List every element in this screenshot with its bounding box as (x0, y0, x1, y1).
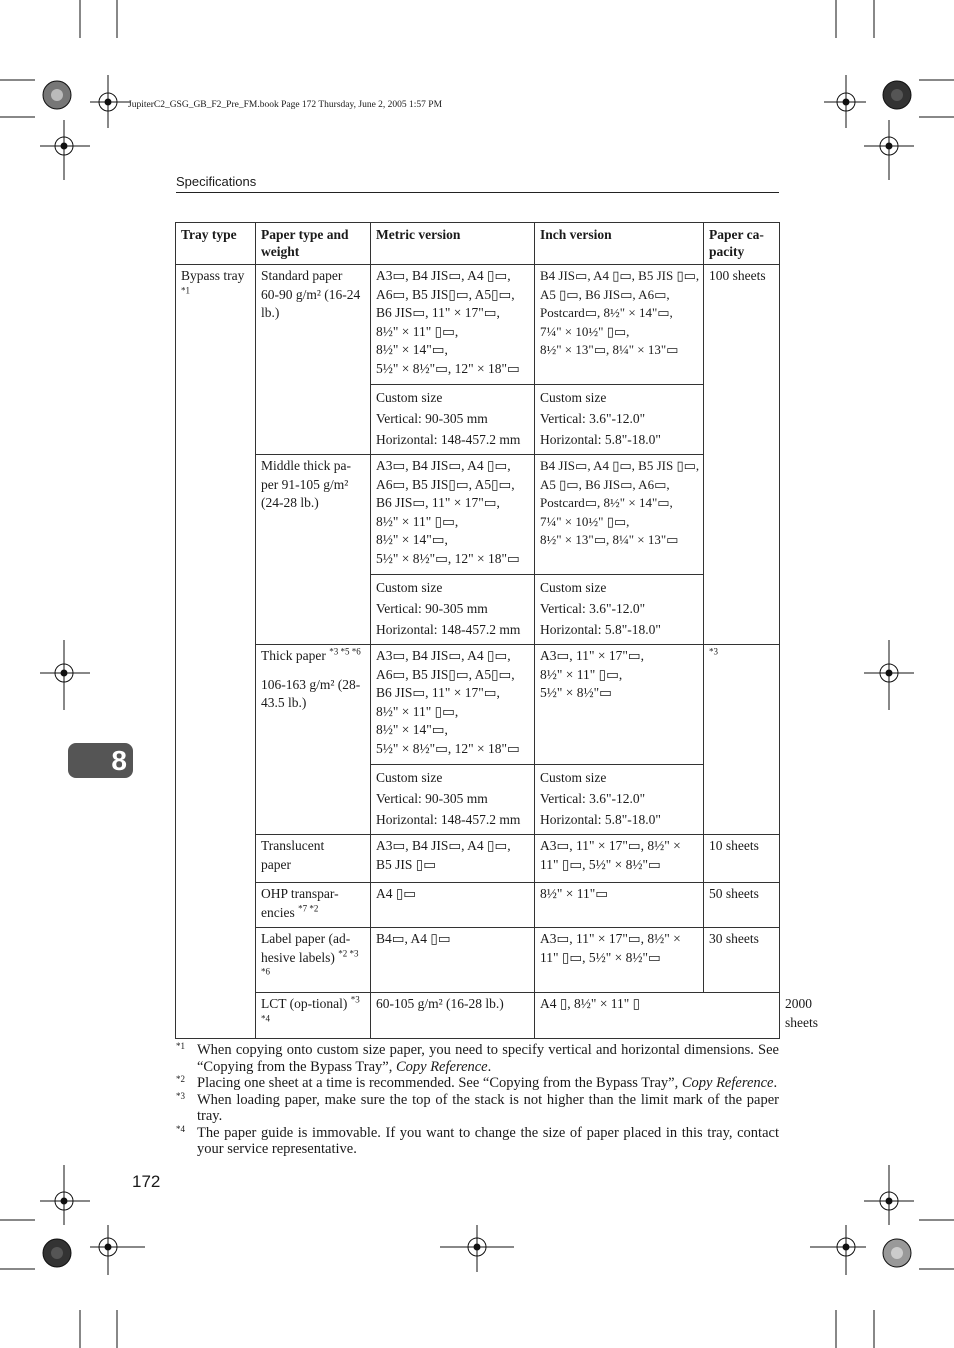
inch-cell (535, 265, 704, 385)
cell-line: 8½" × 14"▭, (376, 342, 448, 357)
capacity-cell: 10 sheets (704, 835, 780, 883)
label-paper-label: Label paper (ad-hesive labels) (261, 931, 351, 965)
footnote-ref: *3 *5 *6 (329, 646, 361, 657)
cell-line: A3▭, 11" × 17"▭, (540, 648, 645, 663)
cell-line: 60-105 g/m² (16-28 lb.) (376, 996, 504, 1011)
cell-line: 11" ▯▭, 5½" × 8½"▭ (540, 949, 661, 965)
cell-line: Postcard▭, 8½" × 14"▭, (540, 305, 673, 320)
cell-line: B4 JIS▭, A4 ▯▭, B5 JIS ▯▭, (540, 458, 700, 473)
cell-line: 106-163 g/m² (28-43.5 lb.) (261, 676, 361, 710)
cell-line: A6▭, B5 JIS▯▭, A5▯▭, (376, 476, 515, 492)
footnote-ref: *7 *2 (298, 903, 319, 913)
cell-line: 5½" × 8½"▭, 12" × 18"▭ (376, 360, 520, 376)
capacity-cell: 50 sheets (704, 883, 780, 928)
paper-type-cell (371, 993, 535, 1039)
paper-type-cell (256, 645, 371, 835)
cell-line: 8½" × 11" ▯▭, (376, 323, 459, 339)
cell-line: 7¼" × 10½" ▯▭, (540, 323, 630, 339)
cell-line: A3▭, B4 JIS▭, A4 ▯▭, (376, 458, 511, 473)
cell-line: Custom size (540, 390, 607, 405)
table-row (176, 928, 780, 993)
cell-line (261, 885, 366, 922)
paper-type-cell (256, 928, 371, 993)
cell-line: A3▭, 11" × 17"▭, 8½" × (540, 838, 681, 853)
cell-line: B5 JIS ▯▭ (376, 856, 436, 872)
inch-cell (535, 575, 704, 645)
chapter-tab: 8 (68, 743, 133, 778)
cell-line: 11" ▯▭, 5½" × 8½"▭ (540, 856, 661, 872)
page-number: 172 (132, 1172, 161, 1191)
inch-cell (535, 455, 704, 575)
cell-line: Middle thick pa-per 91-105 g/m² (24-28 lb.) (261, 458, 351, 510)
inch-cell (535, 645, 704, 765)
cell-line: Vertical: 90-305 mm (376, 601, 488, 616)
cell-line: Horizontal: 5.8"-18.0" (540, 622, 661, 637)
header-cell: Metric version (371, 223, 535, 265)
metric-cell (371, 645, 535, 765)
capacity-cell (704, 645, 780, 835)
footnote-ref: *1 (181, 285, 190, 295)
bypass-tray-label: Bypass tray (181, 268, 245, 283)
footnote (176, 1042, 779, 1075)
cell-line: B6 JIS▭, 11" × 17"▭, (376, 685, 500, 700)
paper-type-cell (256, 835, 371, 883)
cell-line: Horizontal: 148-457.2 mm (376, 812, 521, 827)
footnote-reference: Copy Reference (681, 1075, 774, 1091)
capacity-cell: 100 sheets (704, 265, 780, 645)
metric-cell (371, 385, 535, 455)
cell-line: 8½" × 11" ▯▭, (376, 703, 459, 719)
inch-cell (535, 928, 704, 993)
cell-line: 5½" × 8½"▭ (540, 685, 612, 700)
tray-type-cell (256, 993, 371, 1039)
metric-cell (371, 765, 535, 835)
cell-line: Horizontal: 5.8"-18.0" (540, 812, 661, 827)
footnote-text: When copying onto custom size paper, you need to specify vertical and horizontal dimensions. See “Copying from the Bypass Tray”, (197, 1042, 779, 1075)
cell-line: 8½" × 14"▭, (376, 722, 448, 737)
header-cell: Tray type (176, 223, 256, 265)
cell-line: A3▭, B4 JIS▭, A4 ▯▭, (376, 838, 511, 853)
cell-line: 8½" × 13"▭, 8¼" × 13"▭ (540, 532, 679, 547)
tray-type-cell (176, 265, 256, 1039)
table-header-row (176, 223, 780, 265)
cell-line: Horizontal: 148-457.2 mm (376, 432, 521, 447)
cell-line: Vertical: 90-305 mm (376, 411, 488, 426)
cell-line: Custom size (376, 390, 443, 405)
footnote-text: Placing one sheet at a time is recommended. See “Copying from the Bypass Tray”, (197, 1075, 682, 1091)
footnote-mark: *4 (176, 1123, 185, 1134)
cell-line (261, 930, 366, 986)
cell-line: Custom size (540, 580, 607, 595)
footnote-ref: *2 *3 *6 (261, 948, 359, 977)
header-cell: Inch version (535, 223, 704, 265)
cell-line (261, 995, 366, 1032)
footnote-tail: . (487, 1058, 492, 1075)
footnote (176, 1125, 779, 1158)
header-rule (176, 192, 779, 193)
metric-cell (371, 455, 535, 575)
inch-cell: 8½" × 11"▭ (535, 883, 704, 928)
cell-line: Translucent (261, 838, 325, 853)
cell-line: B6 JIS▭, 11" × 17"▭, (376, 495, 500, 510)
footnote-ref: *3 *4 (261, 994, 360, 1023)
footnotes (176, 1042, 779, 1158)
cell-line: 8½" × 14"▭, (376, 532, 448, 547)
cell-line: Postcard▭, 8½" × 14"▭, (540, 495, 673, 510)
cell-line: Standard paper (261, 268, 343, 283)
footnote-ref: *3 (709, 646, 718, 657)
cell-line: A5 ▯▭, B6 JIS▭, A6▭, (540, 476, 670, 492)
metric-cell (371, 835, 535, 883)
table-row: LCT (op-tional) $^{*3 *4}$ 60-105 g/m² (16-28 lb.) A4 ▯, 8½" × 11" ▯ 2000 sheets (176, 993, 780, 1039)
cell-line: Vertical: 90-305 mm (376, 791, 488, 806)
metric-cell: B4▭, A4 ▯▭ (371, 928, 535, 993)
cell-line: A6▭, B5 JIS▯▭, A5▯▭, (376, 286, 515, 302)
paper-spec-table (175, 222, 818, 1039)
metric-cell (371, 265, 535, 385)
paper-type-cell (256, 265, 371, 455)
cell-line: B6 JIS▭, 11" × 17"▭, (376, 305, 500, 320)
lct-label: LCT (op-tional) (261, 996, 348, 1011)
size-cell: A4 ▯, 8½" × 11" ▯ (535, 993, 780, 1039)
cell-line: Horizontal: 5.8"-18.0" (540, 432, 661, 447)
cell-line: Horizontal: 148-457.2 mm (376, 622, 521, 637)
metric-cell (371, 575, 535, 645)
footnote-mark: *1 (176, 1041, 185, 1051)
cell-line: 8½" × 11" ▯▭, (540, 666, 623, 682)
table-row (176, 455, 780, 575)
cell-line: Vertical: 3.6"-12.0" (540, 601, 646, 616)
cell-line: 5½" × 8½"▭, 12" × 18"▭ (376, 550, 520, 566)
paper-type-cell (256, 455, 371, 645)
footnote-reference: Copy Reference (395, 1058, 488, 1075)
inch-cell (535, 765, 704, 835)
footnote-mark: *3 (176, 1090, 185, 1101)
section-title: Specifications (176, 174, 257, 189)
footnote-mark: *2 (176, 1074, 185, 1084)
footnote (176, 1075, 779, 1092)
inch-cell (535, 835, 704, 883)
table-row (176, 265, 780, 385)
cell-line: A5 ▯▭, B6 JIS▭, A6▭, (540, 286, 670, 302)
cell-line: Custom size (376, 580, 443, 595)
footnote-text: When loading paper, make sure the top of the stack is not higher than the limit mark of the paper tray. (197, 1091, 779, 1124)
cell-line: 8½" × 11" ▯▭, (376, 513, 459, 529)
cell-line: A3▭, 11" × 17"▭, 8½" × (540, 931, 681, 946)
footnote-tail: . (773, 1075, 778, 1091)
cell-line: A3▭, B4 JIS▭, A4 ▯▭, (376, 648, 511, 663)
cell-line: A6▭, B5 JIS▯▭, A5▯▭, (376, 666, 515, 682)
cell-line: A3▭, B4 JIS▭, A4 ▯▭, (376, 268, 511, 283)
table-row (176, 835, 780, 883)
cell-line: Vertical: 3.6"-12.0" (540, 791, 646, 806)
paper-type-cell (256, 883, 371, 928)
cell-line: 60-90 g/m² (16-24 lb.) (261, 286, 361, 320)
footnote-text: The paper guide is immovable. If you want to change the size of paper placed in this tray, contact your service representative. (197, 1124, 779, 1157)
ohp-label: OHP transpar-encies (261, 886, 339, 920)
footnote (176, 1092, 779, 1125)
book-file-line: JupiterC2_GSG_GB_F2_Pre_FM.book Page 172 Thursday, June 2, 2005 1:57 PM (128, 100, 443, 110)
cell-line: 8½" × 13"▭, 8¼" × 13"▭ (540, 342, 679, 357)
table-row (176, 645, 780, 765)
header-cell: Paper ca-pacity (704, 223, 780, 265)
cell-line: Vertical: 3.6"-12.0" (540, 411, 646, 426)
cell-line: paper (261, 856, 291, 872)
cell-line: Custom size (540, 770, 607, 785)
cell-line: B4 JIS▭, A4 ▯▭, B5 JIS ▯▭, (540, 268, 700, 283)
cell-line: Thick paper (261, 648, 326, 663)
table-row (176, 883, 780, 928)
metric-cell: A4 ▯▭ (371, 883, 535, 928)
cell-line: Custom size (376, 770, 443, 785)
inch-cell (535, 385, 704, 455)
cell-line: 5½" × 8½"▭, 12" × 18"▭ (376, 740, 520, 756)
cell-line: 7¼" × 10½" ▯▭, (540, 513, 630, 529)
capacity-cell: 30 sheets (704, 928, 780, 993)
header-cell: Paper type and weight (256, 223, 371, 265)
